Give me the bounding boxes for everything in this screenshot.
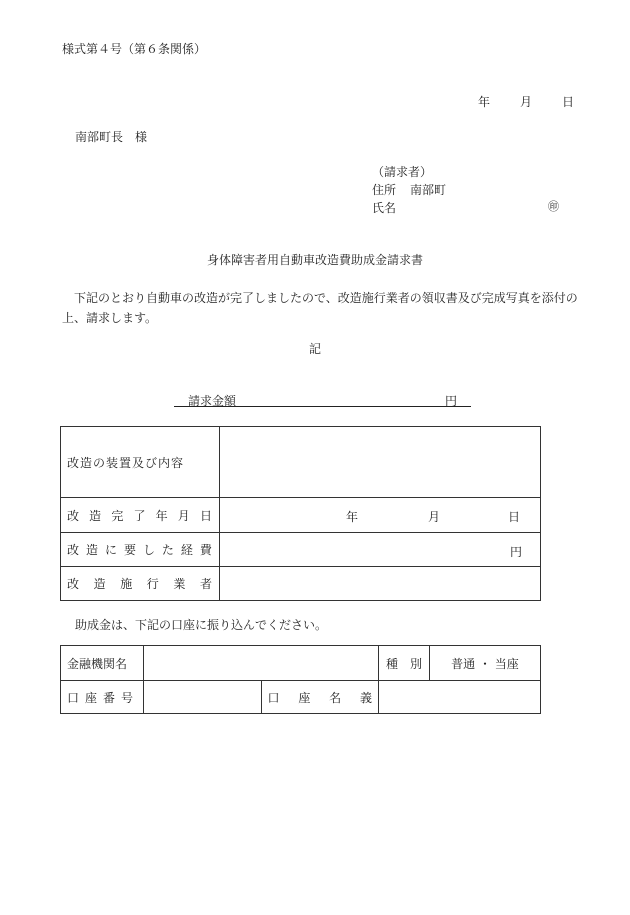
- expenses-unit: 円: [510, 544, 523, 559]
- addressee: 南部町長 様: [75, 130, 148, 144]
- date-day-label: 日: [562, 95, 575, 109]
- value-account-holder[interactable]: [379, 681, 541, 714]
- label-institution: 金融機関名: [61, 646, 144, 681]
- value-contractor[interactable]: [220, 567, 541, 601]
- table-row: [61, 498, 541, 533]
- table-row: [61, 427, 541, 498]
- account-type-options[interactable]: 普通 ・ 当座: [430, 646, 541, 681]
- requester-address: [372, 184, 446, 196]
- body-text: [62, 288, 582, 328]
- requester-label: （請求者）: [372, 165, 433, 179]
- form-number: 様式第４号（第６条関係）: [62, 42, 207, 56]
- document-title: 身体障害者用自動車改造費助成金請求書: [206, 253, 423, 267]
- amount-line: [174, 392, 471, 407]
- seal-mark: ㊞: [548, 200, 559, 213]
- value-completion-date[interactable]: [220, 498, 541, 533]
- label-completion-date: 改 造 完 了 年 月 日: [61, 498, 220, 533]
- completion-month-label: 月: [428, 510, 441, 524]
- date-month-label: 月: [520, 95, 533, 109]
- bank-notice: 助成金は、下記の口座に振り込んでください。: [75, 618, 328, 632]
- bank-table: [60, 645, 541, 714]
- requester-name-label: 氏名: [372, 201, 397, 215]
- address-label: 住所: [372, 183, 397, 197]
- value-institution[interactable]: [144, 646, 379, 681]
- ki-heading: 記: [308, 342, 321, 356]
- date-year-label: 年: [478, 95, 491, 109]
- value-expenses[interactable]: [220, 533, 541, 567]
- table-row: [61, 567, 541, 601]
- table-row: [61, 646, 541, 681]
- value-account-number[interactable]: [144, 681, 262, 714]
- table-row: [61, 681, 541, 714]
- completion-day-label: 日: [508, 510, 521, 524]
- details-table: [60, 426, 541, 601]
- amount-unit: 円: [445, 394, 458, 408]
- address-value: 南部町: [410, 183, 447, 197]
- label-account-holder: 口 座 名 義: [261, 681, 379, 714]
- completion-year-label: 年: [346, 510, 359, 524]
- amount-label: 請求金額: [188, 394, 237, 408]
- body-text-content: 下記のとおり自動車の改造が完了しましたので、改造施行業者の領収書及び完成写真を添付の上、請求します。: [62, 291, 578, 325]
- label-account-number: 口 座 番 号: [61, 681, 144, 714]
- label-device-content: 改造の装置及び内容: [61, 427, 220, 498]
- value-device-content[interactable]: [220, 427, 541, 498]
- date-line: [478, 96, 574, 108]
- label-contractor: 改 造 施 行 業 者: [61, 567, 220, 601]
- table-row: [61, 533, 541, 567]
- label-account-type: 種 別: [379, 646, 430, 681]
- label-expenses: 改 造 に 要 し た 経 費: [61, 533, 220, 567]
